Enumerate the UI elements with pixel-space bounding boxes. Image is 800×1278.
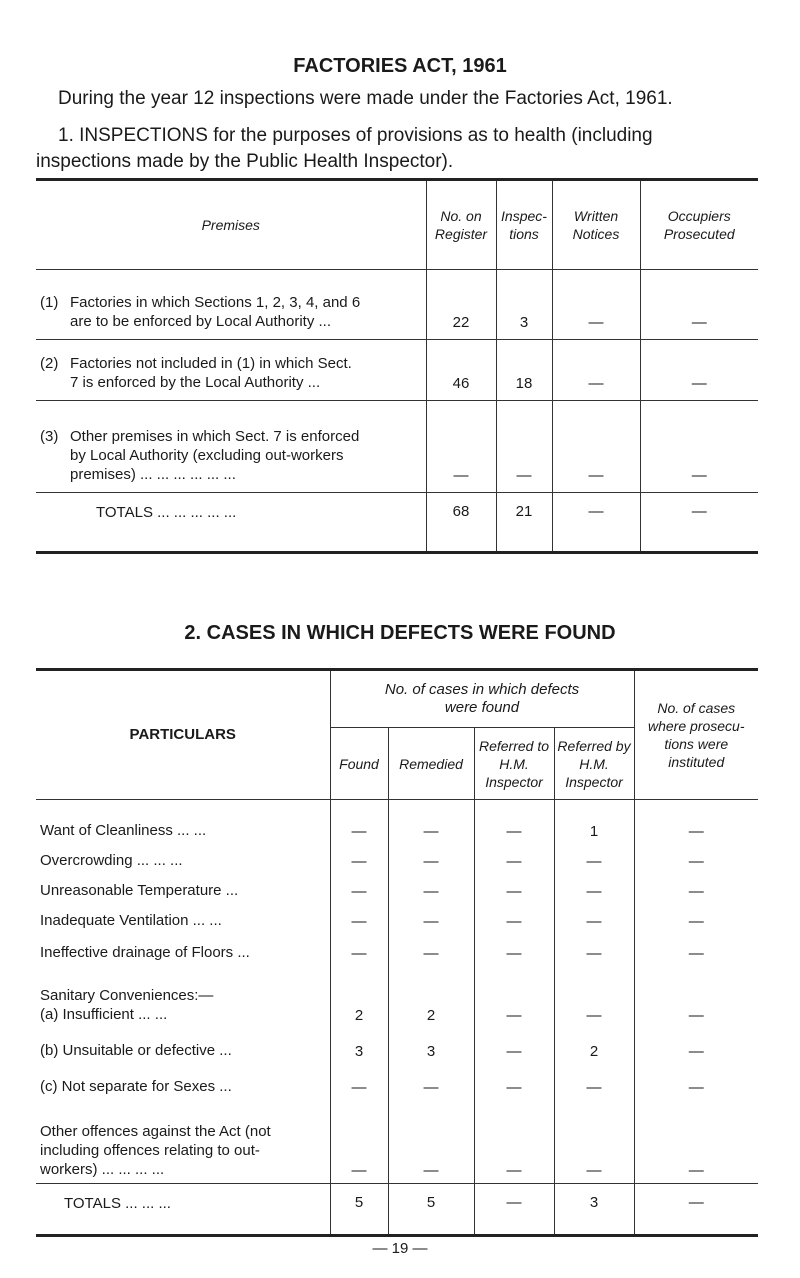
totals-prosecuted: — bbox=[640, 493, 758, 553]
found-cell: — bbox=[330, 934, 388, 966]
section1-heading-lead: 1. INSPECTIONS for the purposes of provisions as to health (including bbox=[58, 125, 653, 146]
referred-to-cell: — bbox=[474, 966, 554, 1028]
prosecutions-cell: — bbox=[634, 844, 758, 874]
row-number: (2) bbox=[40, 355, 59, 372]
referred-to-cell: — bbox=[474, 934, 554, 966]
premises-line: 7 is enforced by the Local Authority ... bbox=[70, 374, 321, 391]
found-cell: 2 bbox=[330, 966, 388, 1028]
prosecutions-cell: — bbox=[634, 800, 758, 844]
table-row bbox=[36, 1100, 758, 1184]
totals-referred-by: 3 bbox=[554, 1184, 634, 1236]
col-group-defects: No. of cases in which defects were found bbox=[330, 670, 634, 728]
row-label: Inadequate Ventilation ... ... bbox=[40, 911, 222, 929]
col-occupiers-prosecuted: Occupiers Prosecuted bbox=[640, 180, 758, 270]
prosecutions-cell: — bbox=[634, 1100, 758, 1184]
remedied-cell: 3 bbox=[388, 1028, 474, 1064]
referred-to-cell: — bbox=[474, 1064, 554, 1100]
table-row bbox=[36, 966, 758, 1028]
premises-line: Other premises in which Sect. 7 is enforced bbox=[70, 428, 360, 445]
found-cell: — bbox=[330, 1064, 388, 1100]
table-row bbox=[36, 1028, 758, 1064]
premises-line: by Local Authority (excluding out-workers bbox=[70, 447, 344, 464]
remedied-cell: — bbox=[388, 904, 474, 934]
referred-by-cell: 2 bbox=[554, 1028, 634, 1064]
row-label-line: including offences relating to out- bbox=[40, 1142, 260, 1159]
defects-header-row bbox=[36, 670, 758, 728]
referred-by-cell: — bbox=[554, 1064, 634, 1100]
col-premises: Premises bbox=[36, 180, 426, 270]
totals-label: TOTALS ... ... ... bbox=[36, 1184, 330, 1236]
section1-heading bbox=[36, 123, 778, 175]
row-label-line: Sanitary Conveniences:— bbox=[40, 986, 214, 1004]
referred-to-cell: — bbox=[474, 874, 554, 904]
notices-cell: — bbox=[552, 270, 640, 340]
found-cell: — bbox=[330, 904, 388, 934]
row-label: (b) Unsuitable or defective ... bbox=[40, 1041, 232, 1059]
row-label: Want of Cleanliness ... ... bbox=[40, 821, 207, 839]
prosecutions-cell: — bbox=[634, 1064, 758, 1100]
premises-line: Factories in which Sections 1, 2, 3, 4, and 6 bbox=[70, 294, 361, 311]
totals-notices: — bbox=[552, 493, 640, 553]
referred-by-cell: — bbox=[554, 844, 634, 874]
table-row bbox=[36, 844, 758, 874]
referred-by-cell: — bbox=[554, 1100, 634, 1184]
inspections-cell: 3 bbox=[496, 270, 552, 340]
defects-table bbox=[36, 668, 758, 1237]
found-cell: — bbox=[330, 1100, 388, 1184]
prosecuted-cell: — bbox=[640, 401, 758, 493]
referred-by-cell: — bbox=[554, 874, 634, 904]
prosecutions-cell: — bbox=[634, 904, 758, 934]
totals-row bbox=[36, 493, 758, 553]
table-row bbox=[36, 1064, 758, 1100]
section1-heading-cont: inspections made by the Public Health Inspector). bbox=[36, 151, 454, 172]
col-found: Found bbox=[330, 728, 388, 800]
table-row bbox=[36, 800, 758, 844]
col-written-notices: Written Notices bbox=[552, 180, 640, 270]
col-register: No. on Register bbox=[426, 180, 496, 270]
found-cell: — bbox=[330, 800, 388, 844]
prosecutions-cell: — bbox=[634, 934, 758, 966]
col-particulars: PARTICULARS bbox=[36, 670, 330, 800]
referred-by-cell: — bbox=[554, 904, 634, 934]
remedied-cell: — bbox=[388, 844, 474, 874]
table-row bbox=[36, 270, 758, 340]
referred-by-cell: — bbox=[554, 934, 634, 966]
col-remedied: Remedied bbox=[388, 728, 474, 800]
inspections-cell: — bbox=[496, 401, 552, 493]
col-referred-by: Referred by H.M. Inspector bbox=[554, 728, 634, 800]
prosecutions-cell: — bbox=[634, 874, 758, 904]
table-row bbox=[36, 401, 758, 493]
premises-cell bbox=[36, 401, 426, 493]
notices-cell: — bbox=[552, 401, 640, 493]
table-row bbox=[36, 904, 758, 934]
found-cell: 3 bbox=[330, 1028, 388, 1064]
totals-found: 5 bbox=[330, 1184, 388, 1236]
totals-inspections: 21 bbox=[496, 493, 552, 553]
intro-paragraph: During the year 12 inspections were made under the Factories Act, 1961. bbox=[58, 88, 673, 109]
premises-cell bbox=[36, 270, 426, 340]
remedied-cell: 2 bbox=[388, 966, 474, 1028]
prosecuted-cell: — bbox=[640, 270, 758, 340]
row-label: Overcrowding ... ... ... bbox=[40, 851, 183, 869]
remedied-cell: — bbox=[388, 800, 474, 844]
referred-to-cell: — bbox=[474, 1028, 554, 1064]
referred-to-cell: — bbox=[474, 844, 554, 874]
row-label: (c) Not separate for Sexes ... bbox=[40, 1077, 232, 1095]
referred-to-cell: — bbox=[474, 1100, 554, 1184]
table-row bbox=[36, 934, 758, 966]
table-row bbox=[36, 340, 758, 401]
inspections-cell: 18 bbox=[496, 340, 552, 401]
col-prosecutions: No. of cases where prosecu- tions were instituted bbox=[634, 670, 758, 800]
row-number: (3) bbox=[40, 428, 59, 445]
page-title: FACTORIES ACT, 1961 bbox=[293, 55, 507, 77]
referred-to-cell: — bbox=[474, 800, 554, 844]
premises-line: premises) ... ... ... ... ... ... bbox=[70, 466, 236, 483]
page-number: — 19 — bbox=[372, 1240, 428, 1257]
referred-by-cell: 1 bbox=[554, 800, 634, 844]
row-label bbox=[36, 966, 330, 1028]
totals-remedied: 5 bbox=[388, 1184, 474, 1236]
found-cell: — bbox=[330, 844, 388, 874]
remedied-cell: — bbox=[388, 1064, 474, 1100]
row-number: (1) bbox=[40, 294, 59, 311]
col-inspections: Inspec- tions bbox=[496, 180, 552, 270]
register-cell: 22 bbox=[426, 270, 496, 340]
notices-cell: — bbox=[552, 340, 640, 401]
row-label-line: workers) ... ... ... ... bbox=[40, 1161, 165, 1178]
premises-line: are to be enforced by Local Authority ... bbox=[70, 313, 331, 330]
totals-prosecutions: — bbox=[634, 1184, 758, 1236]
col-referred-to: Referred to H.M. Inspector bbox=[474, 728, 554, 800]
remedied-cell: — bbox=[388, 874, 474, 904]
register-cell: — bbox=[426, 401, 496, 493]
section2-heading: 2. CASES IN WHICH DEFECTS WERE FOUND bbox=[184, 622, 616, 644]
row-label bbox=[36, 1100, 330, 1184]
prosecutions-cell: — bbox=[634, 966, 758, 1028]
totals-referred-to: — bbox=[474, 1184, 554, 1236]
referred-by-cell: — bbox=[554, 966, 634, 1028]
prosecutions-cell: — bbox=[634, 1028, 758, 1064]
premises-cell bbox=[36, 340, 426, 401]
remedied-cell: — bbox=[388, 934, 474, 966]
premises-line: Factories not included in (1) in which Sect. bbox=[70, 355, 352, 372]
row-label: Unreasonable Temperature ... bbox=[40, 881, 239, 899]
table-row bbox=[36, 874, 758, 904]
register-cell: 46 bbox=[426, 340, 496, 401]
inspections-header-row bbox=[36, 180, 758, 270]
totals-row bbox=[36, 1184, 758, 1236]
totals-label: TOTALS ... ... ... ... ... bbox=[36, 493, 426, 553]
inspections-table bbox=[36, 178, 758, 554]
prosecuted-cell: — bbox=[640, 340, 758, 401]
row-label-line: Other offences against the Act (not bbox=[40, 1123, 271, 1140]
row-label: Ineffective drainage of Floors ... bbox=[40, 943, 250, 961]
referred-to-cell: — bbox=[474, 904, 554, 934]
remedied-cell: — bbox=[388, 1100, 474, 1184]
totals-register: 68 bbox=[426, 493, 496, 553]
found-cell: — bbox=[330, 874, 388, 904]
row-label-line: (a) Insufficient ... ... bbox=[40, 1005, 168, 1023]
